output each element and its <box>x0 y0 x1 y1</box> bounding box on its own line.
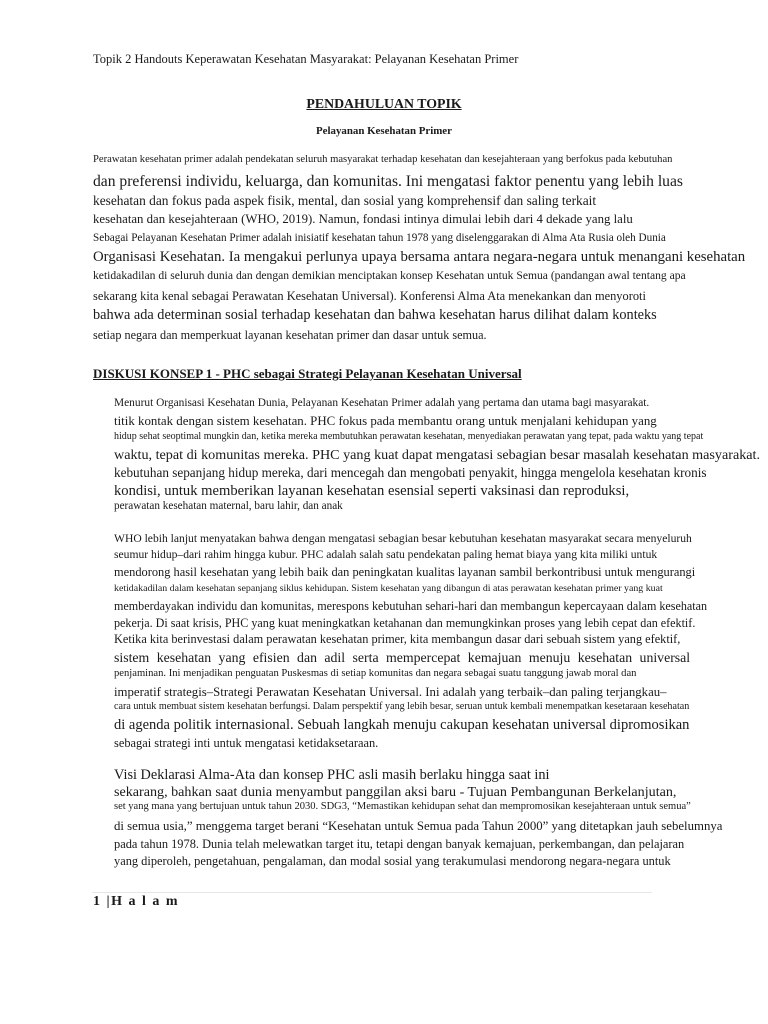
intro-line: kesehatan dan kesejahteraan (WHO, 2019). Namun, fondasi intinya dimulai lebih dari 4 dekade yang lalu <box>93 212 633 226</box>
para2-line: Ketika kita berinvestasi dalam perawatan kesehatan primer, kita membangun dasar dari sebuah sistem yang efektif, <box>114 632 681 646</box>
intro-line: kesehatan dan fokus pada aspek fisik, mental, dan sosial yang komprehensif dan saling terkait <box>93 193 597 208</box>
para1-line: kondisi, untuk memberikan layanan kesehatan esensial seperti vaksinasi dan reproduksi, <box>114 483 630 499</box>
para1-line: hidup sehat seoptimal mungkin dan, ketika mereka membutuhkan perawatan kesehatan, menyediakan perawatan yang tepat, pada waktu yang tepat <box>114 431 704 442</box>
para2-line: sebagai strategi inti untuk mengatasi ketidaksetaraan. <box>114 736 379 750</box>
para3-line: Visi Deklarasi Alma-Ata dan konsep PHC asli masih berlaku hingga saat ini <box>114 767 550 783</box>
page-subtitle: Pelayanan Kesehatan Primer <box>316 125 452 137</box>
intro-line: setiap negara dan memperkuat layanan kesehatan primer dan dasar untuk semua. <box>93 328 487 342</box>
intro-line: ketidakadilan di seluruh dunia dan dengan demikian menciptakan konsep Kesehatan untuk Semua (pandangan awal tentang apa <box>93 269 686 282</box>
intro-line: Perawatan kesehatan primer adalah pendekatan seluruh masyarakat terhadap kesehatan dan kesejahteraan yang berfokus pada kebutuhan <box>93 154 673 165</box>
page-number-label: 1 |H a l a m <box>93 894 180 909</box>
page-title: PENDAHULUAN TOPIK <box>306 96 462 111</box>
para3-line: pada tahun 1978. Dunia telah melewatkan target itu, tetapi dengan banyak kemajuan, perkembangan, dan pelajaran <box>114 837 685 851</box>
para3-line: set yang mana yang bertujuan untuk tahun 2030. SDG3, “Memastikan kehidupan sehat dan mempromosikan kesejahteraan untuk semua” <box>114 801 691 812</box>
document-header: Topik 2 Handouts Keperawatan Kesehatan Masyarakat: Pelayanan Kesehatan Primer <box>93 52 519 66</box>
intro-line: Organisasi Kesehatan. Ia mengakui perlunya upaya bersama antara negara-negara untuk menangani kesehatan <box>93 249 746 265</box>
section-heading: DISKUSI KONSEP 1 - PHC sebagai Strategi Pelayanan Kesehatan Universal <box>93 366 522 381</box>
para3-line: di semua usia,” menggema target berani “Kesehatan untuk Semua pada Tahun 2000” yang ditetapkan jauh sebelumnya <box>114 819 723 833</box>
para2-line: memberdayakan individu dan komunitas, merespons kebutuhan sehari-hari dan membangun kepercayaan dalam kesehatan <box>114 599 708 613</box>
footer-divider <box>92 892 652 893</box>
para2-line: WHO lebih lanjut menyatakan bahwa dengan mengatasi sebagian besar kebutuhan kesehatan masyarakat secara menyeluruh <box>114 532 692 545</box>
intro-line: bahwa ada determinan sosial terhadap kesehatan dan bahwa kesehatan harus dilihat dalam konteks <box>93 307 657 323</box>
para2-line: ketidakadilan dalam kesehatan sepanjang siklus kehidupan. Sistem kesehatan yang dibangun di atas perawatan kesehatan primer yang kuat <box>114 583 663 594</box>
intro-line: dan preferensi individu, keluarga, dan komunitas. Ini mengatasi faktor penentu yang lebih luas <box>93 173 683 190</box>
para1-line: waktu, tepat di komunitas mereka. PHC yang kuat dapat mengatasi sebagian besar masalah kesehatan masyarakat. <box>114 447 761 463</box>
para2-line: mendorong hasil kesehatan yang lebih baik dan peningkatan kualitas layanan sambil berkontribusi untuk mengurangi <box>114 565 696 579</box>
para3-line: yang diperoleh, pengetahuan, pengalaman, dan modal sosial yang terakumulasi mendorong negara-negara untuk <box>114 854 671 868</box>
para2-line: penjaminan. Ini menjadikan penguatan Puskesmas di setiap komunitas dan negara sebagai suatu tanggung jawab moral dan <box>114 668 637 679</box>
para2-line: sistem kesehatan yang efisien dan adil serta mempercepat kemajuan menuju kesehatan universal <box>114 650 691 665</box>
para2-line: pekerja. Di saat krisis, PHC yang kuat meningkatkan ketahanan dan memungkinkan proses yang lebih cepat dan efektif. <box>114 616 696 630</box>
para2-line: di agenda politik internasional. Sebuah langkah menuju cakupan kesehatan universal dipromosikan <box>114 717 690 733</box>
intro-line: sekarang kita kenal sebagai Perawatan Kesehatan Universal). Konferensi Alma Ata menekankan dan menyoroti <box>93 289 646 303</box>
para2-line: imperatif strategis–Strategi Perawatan Kesehatan Universal. Ini adalah yang terbaik–dan paling terjangkau– <box>114 685 667 699</box>
para1-line: titik kontak dengan sistem kesehatan. PHC fokus pada membantu orang untuk menjalani kehidupan yang <box>114 414 657 428</box>
para1-line: perawatan kesehatan maternal, baru lahir, dan anak <box>114 500 343 512</box>
para1-line: Menurut Organisasi Kesehatan Dunia, Pelayanan Kesehatan Primer adalah yang pertama dan utama bagi masyarakat. <box>114 397 650 409</box>
para2-line: seumur hidup–dari rahim hingga kubur. PHC adalah salah satu pendekatan paling hemat biaya yang kita miliki untuk <box>114 548 658 561</box>
para1-line: kebutuhan sepanjang hidup mereka, dari mencegah dan mengobati penyakit, hingga mengelola kesehatan kronis <box>114 465 707 480</box>
para2-line: cara untuk membuat sistem kesehatan berfungsi. Dalam perspektif yang lebih besar, seruan untuk kembali menempatkan kesetaraan kesehatan <box>114 701 690 712</box>
para3-line: sekarang, bahkan saat dunia menyambut panggilan aksi baru - Tujuan Pembangunan Berkelanjutan, <box>114 784 677 800</box>
intro-line: Sebagai Pelayanan Kesehatan Primer adalah inisiatif kesehatan tahun 1978 yang diselenggarakan di Alma Ata Rusia oleh Dunia <box>93 232 666 244</box>
